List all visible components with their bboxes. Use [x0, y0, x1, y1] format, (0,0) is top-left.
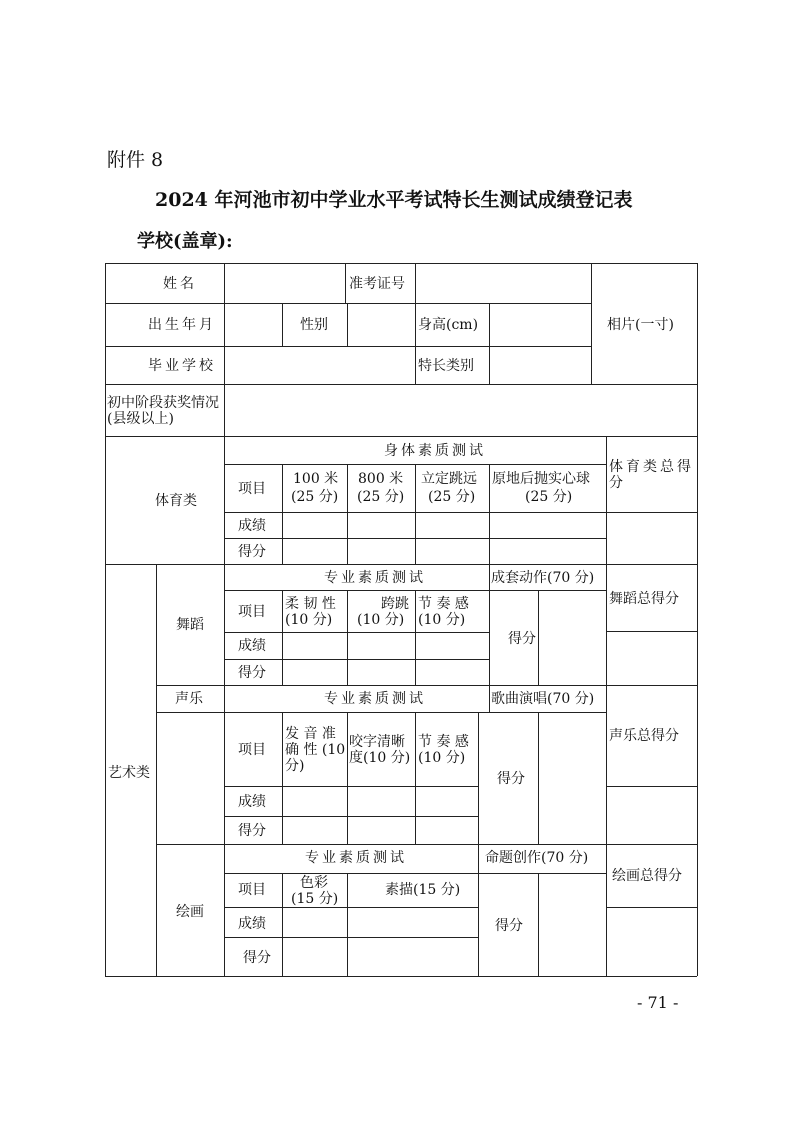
- vocal-item-label: 项目: [238, 742, 266, 758]
- pe-result-label: 成绩: [238, 518, 266, 534]
- page-title: 2024 年河池市初中学业水平考试特长生测试成绩登记表: [155, 189, 633, 211]
- painting-creation-label: 命题创作(70 分): [485, 850, 589, 866]
- pe-section-label: 身体素质测试: [384, 443, 486, 459]
- dance-leap-label: 跨跳: [381, 596, 409, 612]
- painting-total-label: 绘画总得分: [612, 868, 682, 884]
- pe-100m-points: (25 分): [291, 489, 339, 505]
- dance-flex-points: (10 分): [285, 612, 333, 628]
- pe-score-label: 得分: [238, 544, 266, 560]
- pe-ball-points: (25 分): [525, 489, 573, 505]
- painting-label: 绘画: [176, 904, 204, 920]
- pe-ball-label: 原地后抛实心球: [492, 471, 590, 487]
- school-seal-label: 学校(盖章):: [137, 231, 233, 252]
- pe-item-label: 项目: [238, 481, 266, 497]
- pe-category-label: 体育类: [155, 493, 197, 509]
- pe-800m-points: (25 分): [357, 489, 405, 505]
- exam-number-label: 准考证号: [349, 276, 405, 292]
- vocal-diction-line1: 咬字清晰: [349, 734, 405, 750]
- dance-rhythm-points: (10 分): [418, 612, 466, 628]
- pe-total-label: 体育类总得分: [609, 459, 694, 491]
- vocal-total-label: 声乐总得分: [609, 728, 679, 744]
- gender-label: 性别: [300, 317, 328, 333]
- vocal-perf-score-label: 得分: [497, 771, 525, 787]
- vocal-pronunciation-line2: 确 性 (10: [285, 742, 346, 758]
- dance-flex-label: 柔 韧 性: [285, 596, 336, 612]
- dance-leap-points: (10 分): [357, 612, 405, 628]
- vocal-rhythm-points: (10 分): [418, 750, 466, 766]
- vocal-pronunciation-line1: 发 音 准: [285, 726, 336, 742]
- dance-rhythm-label: 节 奏 感: [418, 596, 469, 612]
- pe-jump-label: 立定跳远: [421, 471, 477, 487]
- dance-result-label: 成绩: [238, 638, 266, 654]
- dance-perf-score-label: 得分: [508, 631, 536, 647]
- pe-jump-points: (25 分): [428, 489, 476, 505]
- height-label: 身高(cm): [418, 317, 479, 333]
- vocal-pronunciation-line3: 分): [285, 758, 305, 774]
- dance-section-label: 专业素质测试: [324, 570, 426, 586]
- dance-label: 舞蹈: [176, 617, 204, 633]
- painting-score-label: 得分: [243, 950, 271, 966]
- vocal-result-label: 成绩: [238, 794, 266, 810]
- dance-score-label: 得分: [238, 665, 266, 681]
- painting-perf-score-label: 得分: [495, 918, 523, 934]
- vocal-section-label: 专业素质测试: [324, 691, 426, 707]
- name-label: 姓名: [163, 276, 197, 292]
- pe-100m-label: 100 米: [293, 471, 339, 487]
- graduate-school-label: 毕业学校: [148, 358, 216, 374]
- painting-sketch-label: 素描(15 分): [385, 882, 461, 898]
- vocal-score-label: 得分: [238, 823, 266, 839]
- awards-label: 初中阶段获奖情况(县级以上): [107, 395, 219, 427]
- dance-performance-label: 成套动作(70 分): [491, 570, 595, 586]
- vocal-diction-line2: 度(10 分): [349, 750, 411, 766]
- painting-color-label: 色彩: [300, 875, 328, 891]
- attachment-label: 附件 8: [107, 149, 164, 171]
- dance-total-label: 舞蹈总得分: [609, 591, 679, 607]
- photo-label: 相片(一寸): [607, 317, 674, 333]
- birth-label: 出生年月: [148, 317, 216, 333]
- vocal-performance-label: 歌曲演唱(70 分): [491, 691, 595, 707]
- page-number: - 71 -: [637, 993, 679, 1012]
- vocal-rhythm-label: 节 奏 感: [418, 734, 469, 750]
- painting-color-points: (15 分): [291, 891, 339, 907]
- art-category-label: 艺术类: [108, 765, 150, 781]
- vocal-label: 声乐: [175, 691, 203, 707]
- painting-result-label: 成绩: [238, 916, 266, 932]
- painting-item-label: 项目: [238, 882, 266, 898]
- painting-section-label: 专业素质测试: [305, 850, 407, 866]
- specialty-label: 特长类别: [418, 358, 474, 374]
- pe-800m-label: 800 米: [358, 471, 404, 487]
- dance-item-label: 项目: [238, 604, 266, 620]
